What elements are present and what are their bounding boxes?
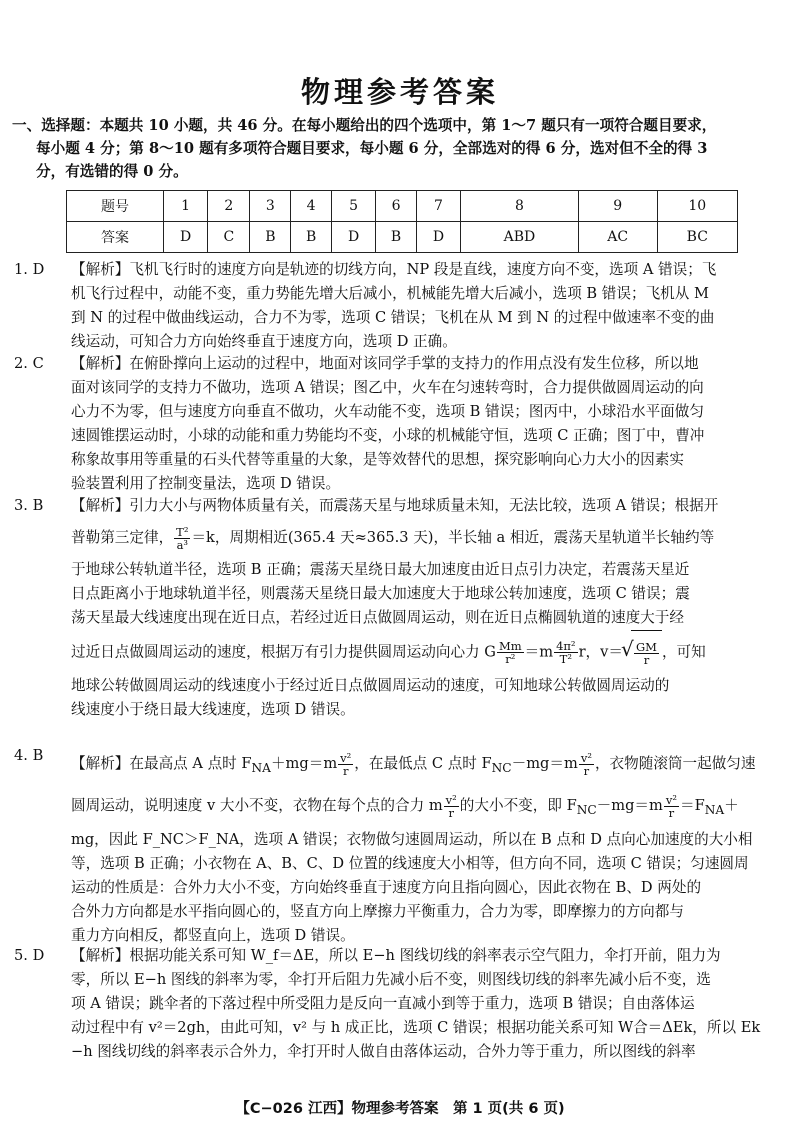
fraction-denominator: r: [342, 763, 349, 778]
text-span: ＝m: [524, 643, 554, 661]
fraction-denominator: T²: [559, 652, 572, 666]
text-line: 零，所以 E−h 图线的斜率为零，伞打开后阻力先减小后不变，则图线切线的斜率先减小后不变，选: [71, 971, 711, 988]
text-span: ＋: [724, 797, 739, 814]
text-line: 【解析】飞机飞行时的速度方向是轨迹的切线方向，NP 段是直线，速度方向不变，选项 A 错误；飞: [71, 261, 717, 278]
text-span: ，可知: [661, 643, 706, 661]
text-span: ，在最低点 C 点时 F: [354, 755, 492, 772]
table-cell: B: [291, 222, 332, 253]
text-line: 验装置利用了控制变量法，选项 D 错误。: [71, 475, 341, 492]
subscript: NA: [704, 802, 725, 817]
fraction: [664, 794, 679, 819]
table-cell: 9: [578, 191, 657, 222]
text-line: 合外力方向都是水平指向圆心的，竖直方向上摩擦力平衡重力，合力为零，即摩擦力的方向都与: [71, 903, 684, 920]
table-cell: D: [416, 222, 460, 253]
question-1-explanation: [14, 258, 784, 354]
table-cell: BC: [657, 222, 737, 253]
fraction: [579, 752, 594, 777]
fraction-denominator: r: [583, 763, 590, 778]
text-line: 重力方向相反，都竖直向上，选项 D 错误。: [71, 927, 355, 944]
question-label: 3. B: [14, 497, 44, 514]
instructions-line-3: 分，有选错的得 0 分。: [36, 163, 188, 180]
text-line: 线运动，可知合力方向始终垂直于速度方向，选项 D 正确。: [71, 333, 457, 350]
fraction-numerator: √ GM: [635, 639, 657, 654]
question-2-explanation: [14, 352, 784, 496]
table-row-numbers: [67, 191, 738, 222]
text-line: 地球公转做圆周运动的线速度小于经过近日点做圆周运动的速度，可知地球公转做圆周运动的: [71, 677, 670, 694]
fraction-numerator: v²: [580, 750, 592, 765]
question-label: 2. C: [14, 355, 44, 372]
table-header-number: 题号: [67, 191, 164, 222]
table-cell: 10: [657, 191, 737, 222]
text-line: 到 N 的过程中做曲线运动，合力不为零，选项 C 错误；飞机在从 M 到 N 的过程中做速率不变的曲: [71, 309, 715, 326]
text-span: ，衣物随滚筒一起做匀速: [594, 755, 756, 772]
text-span: 过近日点做圆周运动的速度，根据万有引力提供圆周运动向心力 G: [71, 643, 496, 661]
text-line: 荡天星最大线速度出现在近日点，若经过近日点做圆周运动，则在近日点椭圆轨道的速度大于经: [71, 609, 684, 626]
text-span: 普勒第三定律，: [71, 529, 174, 546]
text-span: 圆周运动，说明速度 v 大小不变，衣物在每个点的合力 m: [71, 797, 443, 814]
table-row-answers: [67, 222, 738, 253]
table-cell: 5: [331, 191, 375, 222]
section-instructions: [12, 114, 782, 183]
text-line: [71, 630, 784, 674]
text-line: [71, 518, 784, 558]
text-line: 运动的性质是：合外力大小不变，方向始终垂直于速度方向且指向圆心，因此衣物在 B、D 两处的: [71, 879, 702, 896]
fraction-numerator: v²: [340, 750, 352, 765]
table-cell: 6: [376, 191, 417, 222]
table-cell: C: [208, 222, 250, 253]
subscript: NC: [576, 802, 597, 817]
page-footer: 【C−026 江西】物理参考答案 第 1 页(共 6 页): [235, 1101, 565, 1117]
table-cell: D: [164, 222, 208, 253]
text-line: 速圆锥摆运动时，小球的动能和重力势能均不变，小球的机械能守恒，选项 C 正确；图丁中，曹冲: [71, 427, 705, 444]
text-line: 于地球公转轨道半径，选项 B 正确；震荡天星绕日最大加速度由近日点引力决定，若震荡天星近: [71, 561, 690, 578]
fraction-denominator: r²: [505, 652, 516, 666]
fraction: [497, 640, 524, 665]
text-line: 机飞行过程中，动能不变，重力势能先增大后减小，机械能先增大后减小，选项 B 错误；飞机从 M: [71, 285, 709, 302]
table-cell: 7: [416, 191, 460, 222]
fraction-numerator: v²: [665, 792, 677, 807]
text-span: ＝F: [679, 797, 705, 814]
table-cell: ABD: [461, 222, 579, 253]
fraction-numerator: 4π²: [556, 639, 576, 653]
text-span: ＝k，周期相近(365.4 天≈365.3 天)，半长轴 a 相近，震荡天星轨道半长轴约等: [191, 529, 715, 546]
fraction: [554, 640, 578, 665]
fraction-numerator: Mm: [498, 639, 522, 653]
square-root: [631, 630, 662, 674]
fraction-numerator: T²: [176, 524, 189, 539]
text-span: ＋mg＝m: [270, 755, 338, 772]
question-label: 4. B: [14, 747, 44, 764]
fraction: [634, 641, 659, 666]
answer-table: [66, 190, 738, 253]
text-span: r，v＝: [578, 643, 623, 661]
question-label: 1. D: [14, 261, 45, 278]
table-cell: 2: [208, 191, 250, 222]
table-cell: 4: [291, 191, 332, 222]
text-line: 项 A 错误；跳伞者的下落过程中所受阻力是反向一直减小到等于重力，选项 B 错误；自由落体运: [71, 995, 695, 1012]
text-line: 心力不为零，但与速度方向垂直不做功，火车动能不变，选项 B 错误；图丙中，小球沿水平面做匀: [71, 403, 704, 420]
text-line: −h 图线切线的斜率表示合外力，伞打开时人做自由落体运动，合外力等于重力，所以图线的斜率: [71, 1043, 696, 1060]
fraction: [444, 794, 459, 819]
text-line: [71, 784, 784, 828]
question-4-explanation: [14, 744, 784, 948]
text-line: 【解析】在俯卧撑向上运动的过程中，地面对该同学手掌的支持力的作用点没有发生位移，所以地: [71, 355, 699, 372]
table-cell: 8: [461, 191, 579, 222]
text-line: 日点距离小于地球轨道半径，则震荡天星绕日最大加速度大于地球公转加速度，选项 C 错误；震: [71, 585, 690, 602]
fraction-denominator: r: [668, 805, 675, 820]
text-span: －mg＝m: [596, 797, 663, 814]
table-cell: B: [250, 222, 291, 253]
table-cell: B: [376, 222, 417, 253]
text-line: [71, 744, 784, 784]
fraction-denominator: a³: [176, 537, 189, 552]
table-cell: 3: [250, 191, 291, 222]
subscript: NA: [251, 760, 271, 775]
fraction-numerator: v²: [445, 792, 457, 807]
text-line: 称象故事用等重量的石头代替等重量的大象，是等效替代的思想，探究影响向心力大小的因素实: [71, 451, 684, 468]
fraction: [174, 526, 190, 551]
fraction-denominator: r: [448, 805, 454, 820]
question-3-explanation: [14, 494, 784, 722]
fraction: [338, 752, 353, 777]
question-5-explanation: [14, 944, 784, 1064]
text-line: 等，选项 B 正确；小衣物在 A、B、C、D 位置的线速度大小相等，但方向不同，选项 C 错误；匀速圆周: [71, 855, 749, 872]
text-line: 线速度小于绕日最大线速度，选项 D 错误。: [71, 701, 355, 718]
text-span: 【解析】在最高点 A 点时 F: [71, 755, 252, 772]
text-span: －mg＝m: [511, 755, 578, 772]
table-header-answer: 答案: [67, 222, 164, 253]
text-line: mg，因此 F_NC＞F_NA，选项 A 错误；衣物做匀速圆周运动，所以在 B 点和 D 点向心加速度的大小相: [71, 831, 753, 848]
subscript: NC: [491, 760, 512, 775]
table-cell: AC: [578, 222, 657, 253]
text-line: 【解析】根据功能关系可知 W_f＝ΔE，所以 E−h 图线切线的斜率表示空气阻力，伞打开前，阻力为: [71, 947, 721, 964]
instructions-line-1: 一、选择题：本题共 10 小题，共 46 分。在每小题给出的四个选项中，第 1～7 题只有一项符合题目要求，: [12, 117, 717, 134]
text-line: 面对该同学的支持力不做功，选项 A 错误；图乙中，火车在匀速转弯时，合力提供做圆周运动的向: [71, 379, 704, 396]
table-cell: 1: [164, 191, 208, 222]
table-cell: D: [331, 222, 375, 253]
page-title: 物理参考答案: [300, 75, 499, 109]
text-line: 【解析】引力大小与两物体质量有关，而震荡天星与地球质量未知，无法比较，选项 A 错误；根据开: [71, 497, 719, 514]
instructions-line-2: 每小题 4 分；第 8～10 题有多项符合题目要求，每小题 6 分，全部选对的得 6 分，选对但不全的得 3: [36, 140, 708, 157]
text-line: 动过程中有 v²＝2gh，由此可知，v² 与 h 成正比，选项 C 错误；根据功能关系可知 W合＝ΔEk，所以 Ek: [71, 1019, 761, 1036]
fraction-denominator: r: [643, 652, 650, 667]
question-label: 5. D: [14, 947, 45, 964]
text-span: 的大小不变，即 F: [459, 797, 577, 814]
